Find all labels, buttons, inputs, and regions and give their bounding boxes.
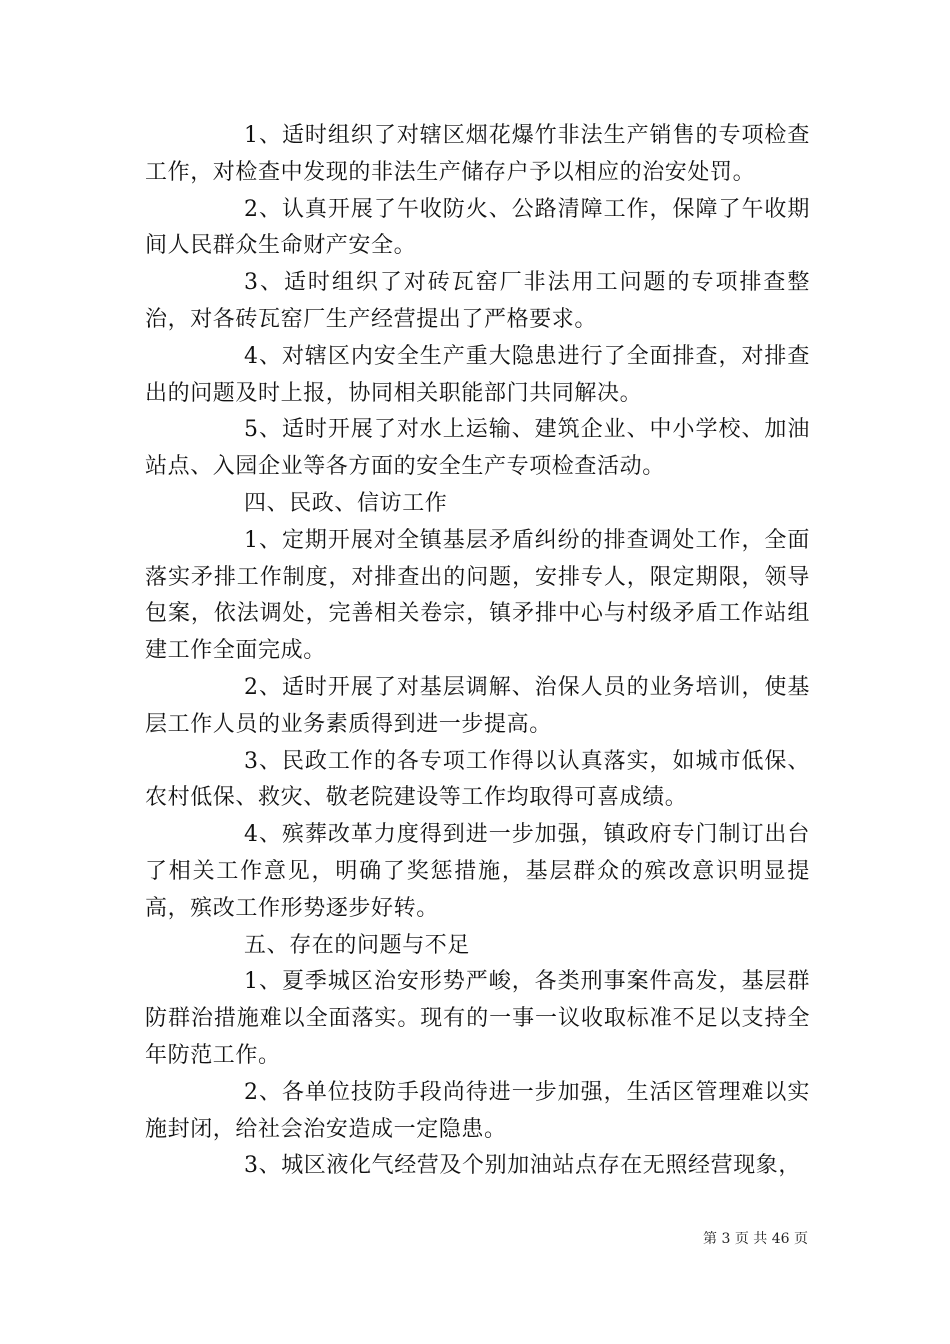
paragraph-civil-1: 1、定期开展对全镇基层矛盾纠纷的排查调处工作，全面落实矛排工作制度，对排查出的问题，安排专人，限定期限，领导包案，依法调处，完善相关卷宗，镇矛排中心与村级矛盾工作站组建工作全面完成。 xyxy=(145,527,810,664)
paragraph-item-2: 2、认真开展了午收防火、公路清障工作，保障了午收期间人民群众生命财产安全。 xyxy=(145,196,810,259)
paragraph-civil-4: 4、殡葬改革力度得到进一步加强，镇政府专门制订出台了相关工作意见，明确了奖惩措施，基层群众的殡改意识明显提高，殡改工作形势逐步好转。 xyxy=(145,822,810,921)
paragraph-problem-1: 1、夏季城区治安形势严峻，各类刑事案件高发，基层群防群治措施难以全面落实。现有的一事一议收取标准不足以支持全年防范工作。 xyxy=(145,969,810,1068)
page-number-footer: 第 3 页 共 46 页 xyxy=(703,1231,808,1247)
paragraph-civil-3: 3、民政工作的各专项工作得以认真落实，如城市低保、农村低保、救灾、敬老院建设等工作均取得可喜成绩。 xyxy=(145,748,810,811)
document-body xyxy=(145,118,810,1185)
paragraph-problem-2: 2、各单位技防手段尚待进一步加强，生活区管理难以实施封闭，给社会治安造成一定隐患。 xyxy=(145,1079,810,1142)
section-heading-civil-affairs: 四、民政、信访工作 xyxy=(244,490,448,516)
paragraph-item-4: 4、对辖区内安全生产重大隐患进行了全面排查，对排查出的问题及时上报，协同相关职能部门共同解决。 xyxy=(145,343,810,406)
paragraph-item-1: 1、适时组织了对辖区烟花爆竹非法生产销售的专项检查工作，对检查中发现的非法生产储存户予以相应的治安处罚。 xyxy=(145,123,810,185)
paragraph-item-3: 3、适时组织了对砖瓦窑厂非法用工问题的专项排查整治，对各砖瓦窑厂生产经营提出了严格要求。 xyxy=(145,270,810,332)
paragraph-civil-2: 2、适时开展了对基层调解、治保人员的业务培训，使基层工作人员的业务素质得到进一步提高。 xyxy=(145,674,810,737)
paragraph-problem-3: 3、城区液化气经营及个别加油站点存在无照经营现象， xyxy=(244,1153,801,1179)
section-heading-problems: 五、存在的问题与不足 xyxy=(244,932,471,958)
paragraph-item-5: 5、适时开展了对水上运输、建筑企业、中小学校、加油站点、入园企业等各方面的安全生产专项检查活动。 xyxy=(145,417,810,480)
